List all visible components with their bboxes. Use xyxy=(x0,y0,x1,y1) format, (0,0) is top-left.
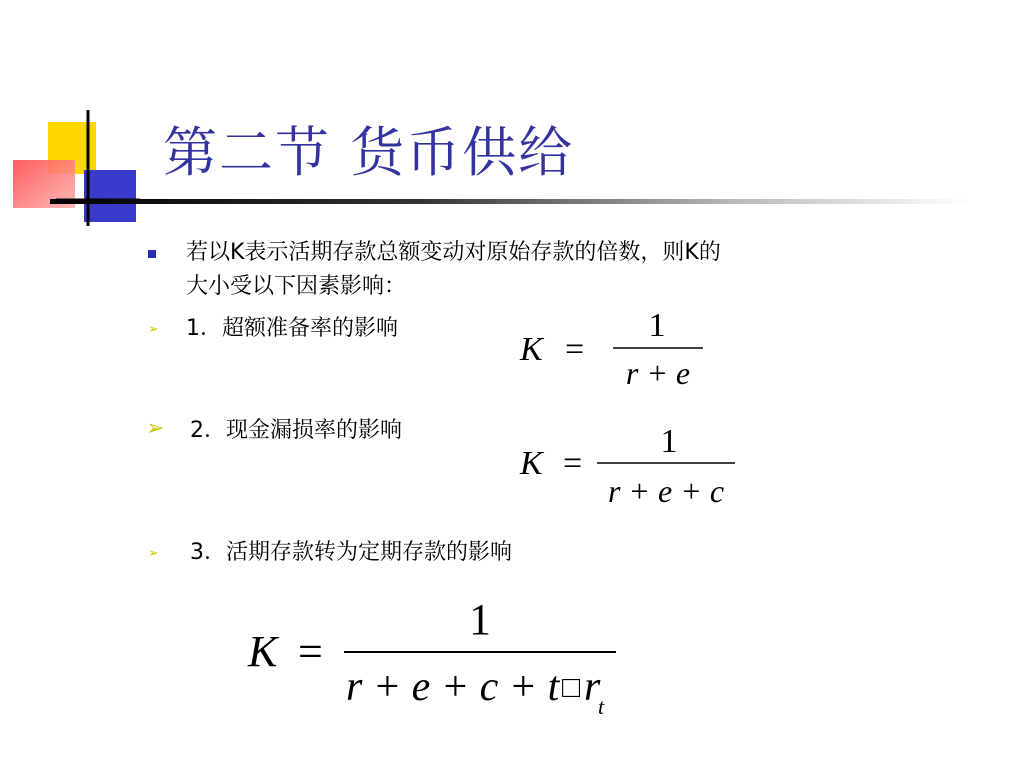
intro-line-1: 若以K表示活期存款总额变动对原始存款的倍数，则K的 xyxy=(186,240,721,265)
formula-3-eq: = xyxy=(298,627,323,676)
formula-3 xyxy=(240,590,630,725)
formula-2-lhs: K xyxy=(520,445,543,482)
intro-line-2: 大小受以下因素影响： xyxy=(186,274,407,299)
formula-3-lhs: K xyxy=(248,627,278,676)
formula-1 xyxy=(515,300,715,395)
formula-1-denominator: r + e xyxy=(625,355,691,391)
formula-3-denominator-box: □ xyxy=(562,671,581,704)
square-bullet-icon xyxy=(148,250,156,258)
formula-2-numerator: 1 xyxy=(660,423,678,460)
formula-2 xyxy=(515,418,745,513)
page-title: 第二节 货币供给 xyxy=(163,121,575,184)
formula-1-lhs: K xyxy=(520,331,543,368)
arrow-bullet-icon: ➢ xyxy=(148,546,159,561)
formula-2-eq: = xyxy=(563,445,583,482)
formula-3-numerator: 1 xyxy=(469,595,491,644)
item-3-text: 3．活期存款转为定期存款的影响 xyxy=(190,540,512,565)
arrow-bullet-icon: ➢ xyxy=(146,416,165,441)
logo-blue-square xyxy=(84,170,136,222)
formula-1-eq: = xyxy=(565,331,585,368)
formula-3-denominator-r: r xyxy=(584,664,601,710)
formula-3-denominator-main: r + e + c + t xyxy=(346,664,560,710)
arrow-bullet-icon: ➢ xyxy=(148,322,159,337)
formula-2-denominator: r + e + c xyxy=(607,473,725,509)
title-divider xyxy=(50,199,970,204)
formula-3-denominator-subscript: t xyxy=(598,694,605,719)
item-2-text: 2．现金漏损率的影响 xyxy=(190,418,402,443)
decorative-logo xyxy=(0,0,160,240)
formula-1-numerator: 1 xyxy=(648,307,666,344)
item-1-text: 1．超额准备率的影响 xyxy=(186,316,398,341)
